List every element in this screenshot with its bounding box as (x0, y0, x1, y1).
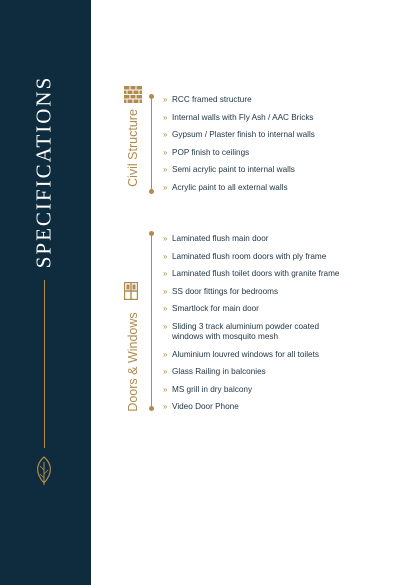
list-item: » SS door fittings for bedrooms (163, 286, 279, 296)
list-item: » RCC framed structure (163, 95, 252, 104)
list-item: » Video Door Phone (163, 402, 239, 411)
list-item: » MS grill in dry balcony (163, 384, 253, 394)
timeline-line-doors (151, 233, 152, 408)
list-item: » Laminated flush main door (163, 234, 269, 243)
list-item: » Sliding 3 track aluminium powder coated windows with mosquito mesh (163, 321, 319, 341)
list-item: » Laminated flush toilet doors with granite frame (163, 269, 340, 278)
timeline-dot-bottom (149, 406, 154, 411)
list-item: » Semi acrylic paint to internal walls (163, 165, 295, 174)
section-label-doors-windows: Doors & Windows (126, 312, 140, 412)
leaf-icon (33, 456, 55, 486)
brick-wall-icon (124, 86, 142, 103)
list-item: » Glass Railing in balconies (163, 367, 266, 376)
list-item: » Acrylic paint to all external walls (163, 182, 288, 192)
timeline-dot-bottom (149, 189, 154, 194)
window-icon (124, 282, 138, 300)
doors-windows-list (163, 234, 403, 413)
list-item: » Aluminium louvred windows for all toilets (163, 349, 319, 359)
list-item: » Internal walls with Fly Ash / AAC Bricks (163, 112, 314, 122)
list-item: » POP finish to ceilings (163, 147, 250, 157)
civil-structure-list (163, 95, 403, 193)
sidebar (0, 0, 91, 585)
section-label-civil-structure: Civil Structure (126, 109, 140, 187)
timeline-dot-top (149, 94, 154, 99)
list-item: » Laminated flush room doors with ply frame (163, 251, 327, 261)
page-title: SPECIFICATIONS (31, 75, 56, 269)
list-item: » Smartlock for main door (163, 304, 259, 313)
list-item: » Gypsum / Plaster finish to internal walls (163, 130, 315, 139)
sidebar-divider-line (44, 280, 45, 448)
timeline-dot-top (149, 231, 154, 236)
timeline-line-civil (151, 96, 152, 192)
